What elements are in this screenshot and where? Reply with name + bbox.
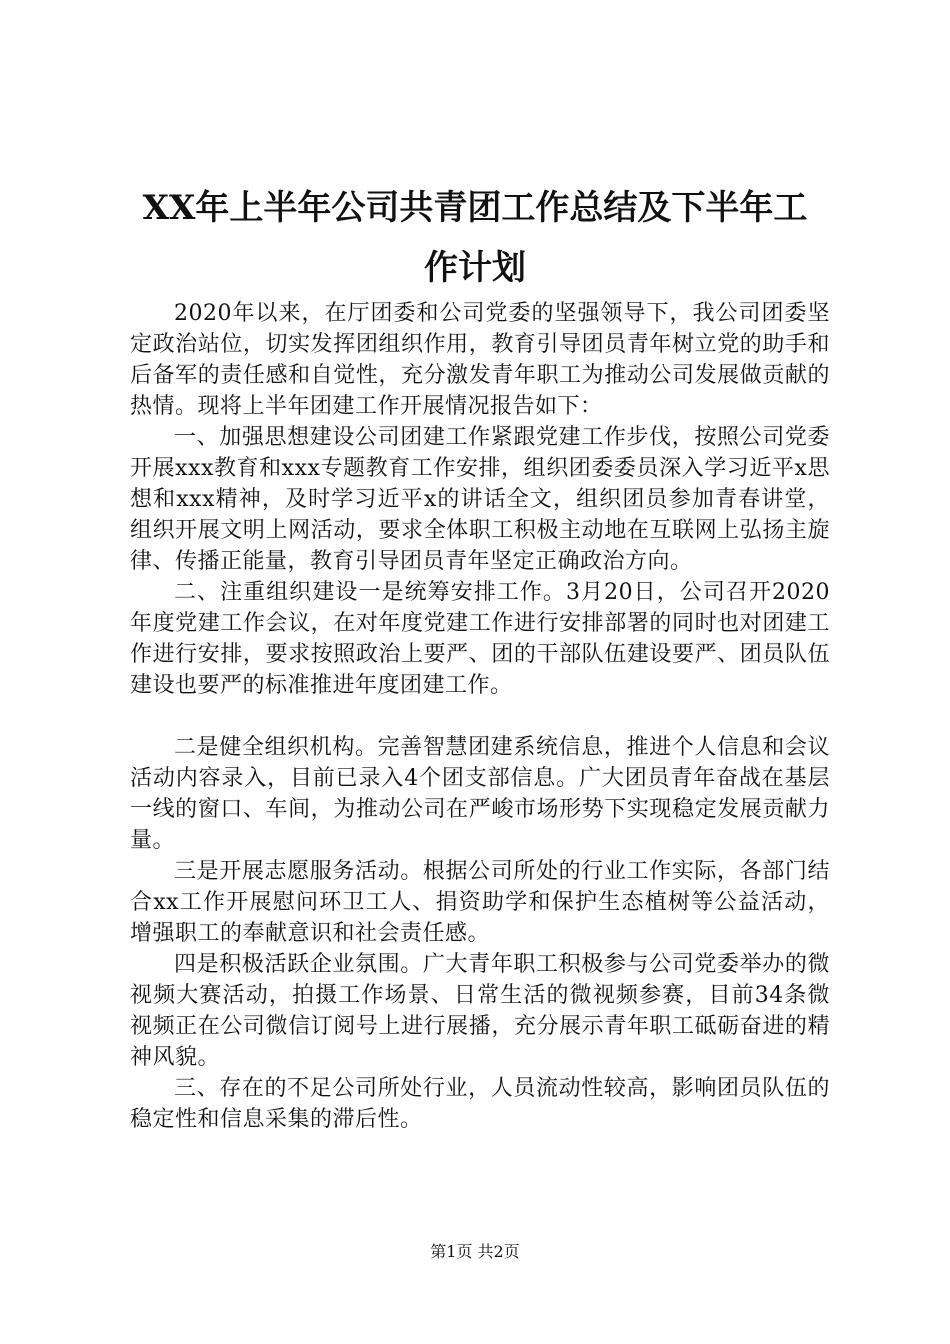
document-title-line-1: XX年上半年公司共青团工作总结及下半年工 bbox=[142, 188, 808, 228]
paragraph-corporate-atmosphere: 四是积极活跃企业氛围。广大青年职工积极参与公司党委举办的微视频大赛活动，拍摄工作场景、日常生活的微视频参赛，目前34条微视频正在公司微信订阅号上进行展播，充分展示青年职工砥砺奋进的精神风貌。 bbox=[130, 952, 830, 1070]
document-title-line-2: 作计划 bbox=[424, 248, 526, 288]
paragraph-organization-building: 二、注重组织建设一是统筹安排工作。3月20日，公司召开2020年度党建工作会议，在对年度党建工作进行安排部署的同时也对团建工作进行安排，要求按照政治上要严、团的干部队伍建设要严、团员队伍建设也要严的标准推进年度团建工作。 bbox=[130, 580, 830, 698]
page-number-footer: 第1页 共2页 bbox=[430, 1242, 520, 1261]
paragraph-volunteer-service: 三是开展志愿服务活动。根据公司所处的行业工作实际，各部门结合xx工作开展慰问环卫工人、捐资助学和保护生态植树等公益活动，增强职工的奉献意识和社会责任感。 bbox=[130, 859, 830, 946]
paragraph-shortcomings: 三、存在的不足公司所处行业，人员流动性较高，影响团员队伍的稳定性和信息采集的滞后性。 bbox=[130, 1076, 830, 1132]
paragraph-organization-structure: 二是健全组织机构。完善智慧团建系统信息，推进个人信息和会议活动内容录入，目前已录入4个团支部信息。广大团员青年奋战在基层一线的窗口、车间，为推动公司在严峻市场形势下实现稳定发展贡献力量。 bbox=[130, 735, 830, 853]
paragraph-intro: 2020年以来，在厅团委和公司党委的坚强领导下，我公司团委坚定政治站位，切实发挥团组织作用，教育引导团员青年树立党的助手和后备军的责任感和自觉性，充分激发青年职工为推动公司发展做贡献的热情。现将上半年团建工作开展情况报告如下： bbox=[130, 301, 830, 419]
paragraph-spacer bbox=[130, 701, 830, 732]
document-body bbox=[130, 298, 830, 1135]
paragraph-ideological-building: 一、加强思想建设公司团建工作紧跟党建工作步伐，按照公司党委开展xxx教育和xxx专题教育工作安排，组织团委委员深入学习近平x思想和xxx精神，及时学习近平x的讲话全文，组织团员参加青春讲堂，组织开展文明上网活动，要求全体职工积极主动地在互联网上弘扬主旋律、传播正能量，教育引导团员青年坚定正确政治方向。 bbox=[130, 425, 830, 574]
